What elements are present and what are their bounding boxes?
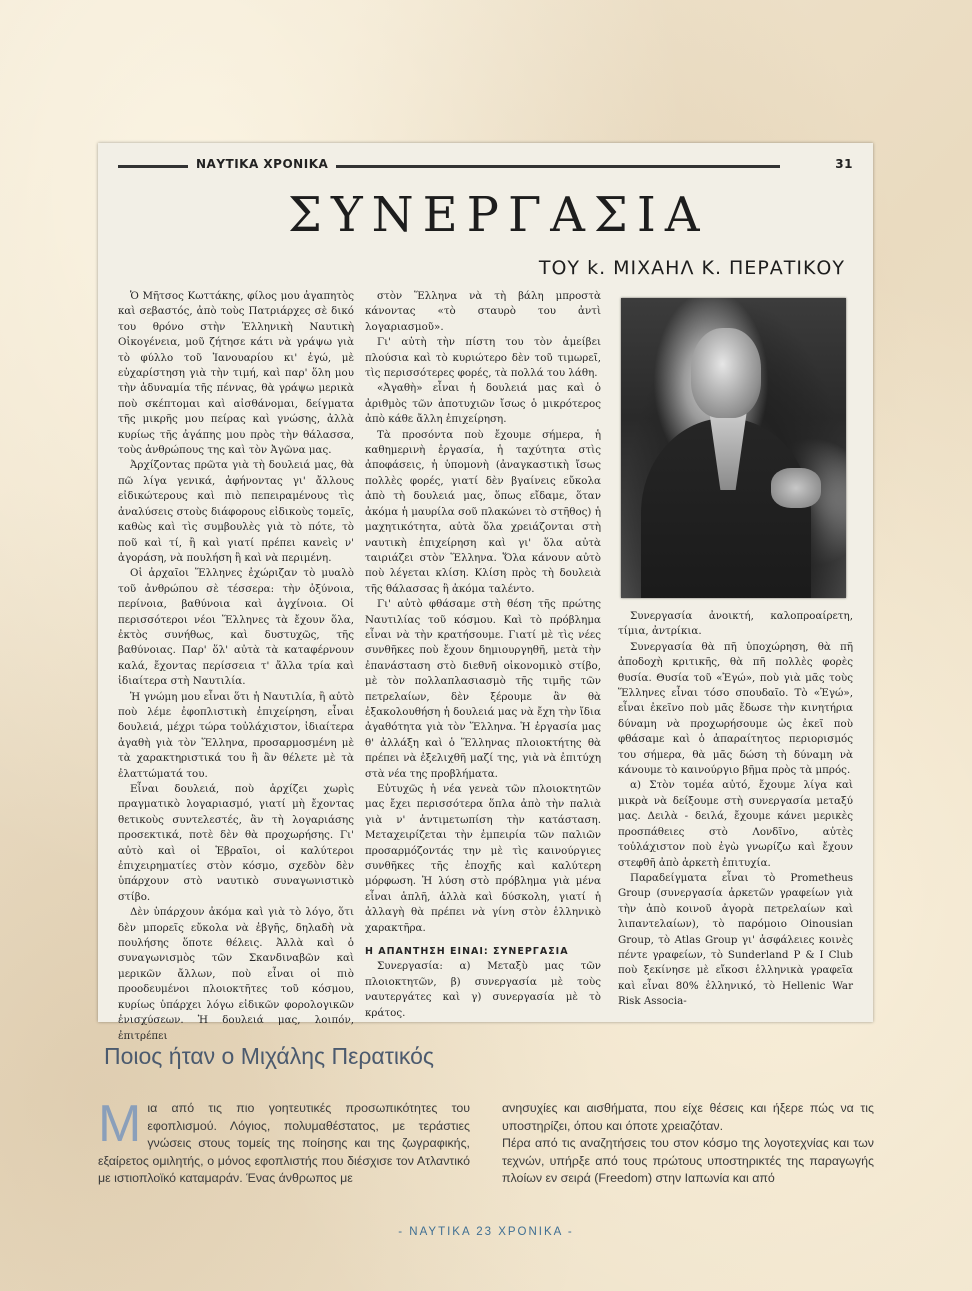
clipping-header-title: ΝΑΥΤΙΚΑ ΧΡΟΝΙΚΑ	[196, 157, 329, 171]
article-paragraph: ανησυχίες και αισθήματα, που είχε θέσεις και ήξερε πώς να τις υποστηρίζει, όπου και όποτε χρειαζόταν.	[502, 1101, 874, 1133]
paragraph: Γι' αὐτὸ φθάσαμε στὴ θέση τῆς πρώτης Ναυτιλίας τοῦ κόσμου. Καὶ τὸ πρόβλημα εἶναι νὰ τὴν κρατήσουμε. Γιατί μὲ τὶς νέες συνθῆκες ποὺ ἔχουν δημιουργηθῆ, μετὰ τὴν ἐπανάσταση στὸ διεθνῆ οἰκονομικὸ στίβο, μὲ τὸν πολλαπλασιασμὸ τῆς τιμῆς τῶν πετρελαίων, δὲν ξέρουμε ἂν θὰ ἐξακολουθήση ἡ δουλειά μας νὰ ἔχη τὴν ἴδια ἀγαθότητα γιὰ τὸν Ἕλληνα. Ἡ ἐργασία μας θ' ἀλλάξη καὶ ὁ Ἕλληνας πλοιοκτήτης θὰ πρέπει νὰ ἐξελιχθῆ μαζί της, γιὰ νὰ ἐπιτύχη στὰ νέα της προβλήματα.	[365, 598, 601, 780]
paragraph: Εἶναι δουλειά, ποὺ ἀρχίζει χωρὶς πραγματικὸ λογαριασμό, γιατί μὴ ἔχοντας θετικοὺς συντελεστές, ἂν τὴ λογαριάσης προσεκτικά, ποτὲ δὲν θὰ προχωρήσης. Γι' αὐτὸ καὶ οἱ Ἑβραῖοι, οἱ καλύτεροι ἐπιχειρηματίες στὸν κόσμο, σχεδὸν δὲν ὑπάρχουν στὸ ναυτικὸ συναγωνιστικὸ στίβο.	[118, 783, 354, 903]
paragraph: Δὲν ὑπάρχουν ἀκόμα καὶ γιὰ τὸ λόγο, ὅτι δὲν μπορεῖς εὔκολα νὰ ἐβγῆς, δηλαδὴ νὰ πουλήσης ὅποτε θέλεις. Ἀλλὰ καὶ ὁ συναγωνισμὸς τῶν Σκανδιναβῶν καὶ μερικῶν ἄλλων, ποὺ εἶναι οἱ πιὸ προοδευμένοι πλοιοκτῆτες τοῦ κόσμου, κυρίως ὑπάρχει λόγω εἰδικῶν φορολογικῶν ἐνισχύσεων. Ἡ δουλειά μας, λοιπόν, ἐπιτρέπει	[118, 906, 354, 1042]
clipping-author: ΤΟΥ k. ΜΙΧΑΗΛ Κ. ΠΕΡΑΤΙΚΟΥ	[538, 257, 845, 279]
article-paragraph: Πέρα από τις αναζητήσεις του στον κόσμο της λογοτεχνίας και των τεχνών, υπήρξε από τους πρώτους υποστηρικτές της παραγωγής πλοίων εν σειρά (Freedom) στην Ιαπωνία και από	[502, 1136, 874, 1186]
page-footer: - ΝΑΥΤΙΚΑ 23 ΧΡΟΝΙΚΑ -	[398, 1226, 574, 1238]
article-text: ια από τις πιο γοητευτικές προσωπικότητες του εφοπλισμού. Λόγιος, πολυμαθέστατος, με τεράστιες γνώσεις στους τομείς της ποίησης και της ζωγραφικής, εξαίρετος ομιλητής, ο μόνος εφοπλιστής που διέσχισε τον Ατλαντικό με ιστιοπλοϊκό καταμαράν. Ένας άνθρωπος με	[98, 1101, 470, 1186]
clipping-column-1	[118, 289, 354, 1044]
section-subheading: Η ΑΠΑΝΤΗΣΗ ΕΙΝΑΙ: ΣΥΝΕΡΓΑΣΙΑ	[365, 946, 569, 958]
paragraph: Συνεργασία θὰ πῆ ὑποχώρηση, θὰ πῆ ἀποδοχὴ κριτικῆς, θὰ πῆ πολλὲς φορὲς θυσία. Θυσία τοῦ «Ἐγώ», ποὺ γιὰ μᾶς τοὺς Ἕλληνες εἶναι τόσο σπουδαῖο. Τὸ «Ἐγώ», εἶναι ἐκεῖνο ποὺ μᾶς ἔδωσε τὴν κινητήρια δύναμη νὰ προχωρήσουμε ὡς ἐκεῖ ποὺ φθάσαμε καὶ ὁ ἀπαραίτητος περιορισμός του σήμερα, θὰ μᾶς δώση τὴ δύναμη νὰ κάνουμε τὸ καινούργιο βῆμα πρὸς τὰ μπρός.	[618, 640, 853, 777]
section-title: Ποιος ήταν ο Μιχάλης Περατικός	[104, 1043, 435, 1069]
paragraph: α) Στὸν τομέα αὐτό, ἔχουμε λίγα καὶ μικρὰ νὰ δείξουμε στὴ συνεργασία μεταξύ μας. Δειλὰ - δειλά, ἔχουμε κάνει μερικὲς προσπάθειες στὸ Λονδῖνο, αὐτὲς τοὐλάχιστον ποὺ ἐγὼ γνωρίζω καὶ ἔχουν στεφθῆ ἀπὸ ἀρκετὴ ἐπιτυχία.	[618, 779, 853, 869]
clipping-column-2	[365, 289, 601, 1021]
clipping-header	[118, 157, 853, 175]
portrait-figure-hand	[771, 468, 821, 508]
paragraph: Παραδείγματα εἶναι τὸ Prometheus Group (συνεργασία ἀρκετῶν γραφείων γιὰ τὴν ἀπὸ κοινοῦ ἀγορὰ πετρελαίων καὶ λιπαντελαίων), τὸ παρόμοιο Oinousian Group, τὸ Atlas Group γι' ἀσφάλειες κοινὲς πέντε γραφείων, τὸ Sunderland P & I Club ποὺ ξεκίνησε μὲ εἴκοσι ἑλληνικὰ γραφεῖα καὶ εἶναι 80% ἑλληνικό, τὸ Hellenic War Risk Associa-	[618, 871, 853, 1008]
paragraph: Ἀρχίζοντας πρῶτα γιὰ τὴ δουλειά μας, θὰ πῶ λίγα γενικά, ἀφήνοντας γι' ἄλλους εἰδικώτερους καὶ πιὸ πεπειραμένους τὶς ἀναλύσεις στοὺς διάφορους εἰδικοὺς τομεῖς, καθὼς καὶ τὶς συμβουλὲς γιὰ τὸ πότε, τὸ ποῦ καὶ τί, ἢ καὶ γιατί πρέπει κανεὶς ν' ἀγοράση, νὰ πουλήση ἢ καὶ νὰ περιμένη.	[118, 459, 354, 564]
paragraph: «Ἀγαθὴ» εἶναι ἡ δουλειά μας καὶ ὁ ἀριθμὸς τῶν ἀποτυχιῶν ἴσως ὁ μικρότερος ἀπὸ κάθε ἄλλη ἐπιχείρηση.	[365, 382, 601, 426]
article-column-right	[502, 1100, 874, 1188]
paragraph: Γι' αὐτὴ τὴν πίστη του τὸν ἀμείβει πλούσια καὶ τὸ κυριώτερο δὲν τοῦ τιμωρεῖ, τὶς περισσότερες φορές, τὰ πολλά του λάθη.	[365, 336, 601, 380]
newspaper-clipping	[98, 143, 873, 1042]
portrait-photo	[621, 298, 846, 598]
clipping-column-3	[618, 609, 853, 1010]
paragraph: Οἱ ἀρχαῖοι Ἕλληνες ἐχώριζαν τὸ μυαλὸ τοῦ ἀνθρώπου σὲ τέσσερα: τὴν ὀξύνοια, περίνοια, βαθύνοια καὶ ἀγχίνοια. Οἱ περισσότεροι νέοι Ἕλληνες τὰ ἔχουν ὅλα, ἐκτὸς συνήθως, καὶ δυστυχῶς, τῆς βαθύνοιας. Παρ' ὅλ' αὐτὰ τὰ καταφέρνουν καλά, ἔχοντας περίσσεια τ' ἄλλα τρία καὶ ἰδιαίτερα στὴ Ναυτιλία.	[118, 567, 354, 688]
portrait-figure-head	[691, 328, 761, 418]
paragraph: Τὰ προσόντα ποὺ ἔχουμε σήμερα, ἡ καθημερινὴ ἐργασία, ἡ ταχύτητα στὶς ἀποφάσεις, ἡ ὑπομονὴ (ἀναγκαστικὴ ἴσως πολλὲς φορές, γιατί δὲν βγαίνεις εὔκολα ἀπὸ τὴ δουλειά μας, ὅπως εἴδαμε, ὅταν ἀκόμα ἡ μαυρίλα σοῦ πλακώνει τὸ στῆθος) ἡ μαχητικότητα, αὐτὰ ὅλα χρειάζονται στὴ ναυτικὴ ἐπιχείρηση καὶ γι' ὅλα αὐτὰ ταιριάζει στὸν Ἕλληνα. Ὅλα κάνουν αὐτὸ ποὺ λέγεται κλίση. Κλίση πρὸς τὴ δουλειὰ τῆς θάλασσας ἢ ἀκόμα ταλέντο.	[365, 428, 601, 595]
article-column-left	[98, 1095, 470, 1188]
paragraph: Συνεργασία: α) Μεταξὺ μας τῶν πλοιοκτητῶν, β) συνεργασία μὲ τοὺς ναυτεργάτες καὶ γ) συνεργασία μὲ τὸ κράτος.	[365, 960, 601, 1019]
clipping-page-number: 31	[835, 157, 853, 171]
clipping-title: ΣΥΝΕΡΓΑΣΙΑ	[288, 187, 709, 243]
paragraph: Εὐτυχῶς ἡ νέα γενεὰ τῶν πλοιοκτητῶν μας ἔχει περισσότερα ὅπλα ἀπὸ τὴν παλιὰ γιὰ ν' ἀντιμετωπίση τὴν κατάσταση. Μεταχειρίζεται τὴν ἐμπειρία τῶν παλιῶν προσαρμόζοντάς την μὲ τὶς καινούργιες συνθῆκες τῆς ἐποχῆς καὶ καλύτερη μόρφωση. Ἡ λύση στὸ πρόβλημα γιὰ μένα εἶναι ἁπλῆ, ἀλλὰ καὶ δύσκολη, γιατί ἡ ἀλλαγὴ θὰ πρέπει νὰ γίνη στὸν ἑλληνικὸ χαρακτῆρα.	[365, 783, 601, 934]
paragraph: Ὁ Μῆτσος Κωττάκης, φίλος μου ἀγαπητὸς καὶ σεβαστός, ἀπὸ τοὺς Πατριάρχες σὲ δικό του θρόνο στὴν Ἑλληνικὴ Ναυτικὴ Οἰκογένεια, μοῦ ζήτησε κάτι νὰ γράψω γιὰ τὸ φύλλο τοῦ Ἰανουαρίου κι' ἐγώ, μὲ εὐχαρίστηση γιὰ τὴν τιμή, καὶ παρ' ὅλη μου τὴν ἀδυναμία τῆς πέννας, θὰ γράψω μερικὰ ποὺ σκέπτομαι καὶ αἰσθάνομαι, δείγματα τῆς μικρῆς μου πείρας καὶ γνώσης, ἀλλὰ κυρίως τῆς ἀγάπης μου πρὸς τὴν θάλασσα, τοὺς ἀνθρώπους της καὶ τὸν Ἀγῶνα μας.	[118, 290, 354, 457]
paragraph: Ἡ γνώμη μου εἶναι ὅτι ἡ Ναυτιλία, ἢ αὐτὸ ποὺ λέμε ἐφοπλιστικὴ ἐπιχείρηση, εἶναι δουλειά, μέχρι τώρα τοὐλάχιστον, ἰδιαίτερα ἀγαθὴ γιὰ τὸν Ἕλληνα, προσαρμοσμένη μὲ τὰ χαρακτηριστικά του ἢ ἂν θέλετε μὲ τὰ ἐλαττώματά του.	[118, 690, 354, 780]
header-rule-middle	[336, 165, 780, 168]
paragraph: Συνεργασία ἀνοικτή, καλοπροαίρετη, τίμια, ἀντρίκια.	[618, 610, 853, 638]
header-rule-left	[118, 165, 188, 168]
paragraph: στὸν Ἕλληνα νὰ τὴ βάλη μπροστὰ κάνοντας «τὸ σταυρὸ του ἀντὶ λογαριασμοῦ».	[365, 290, 601, 333]
drop-cap: Μ	[98, 1095, 142, 1153]
